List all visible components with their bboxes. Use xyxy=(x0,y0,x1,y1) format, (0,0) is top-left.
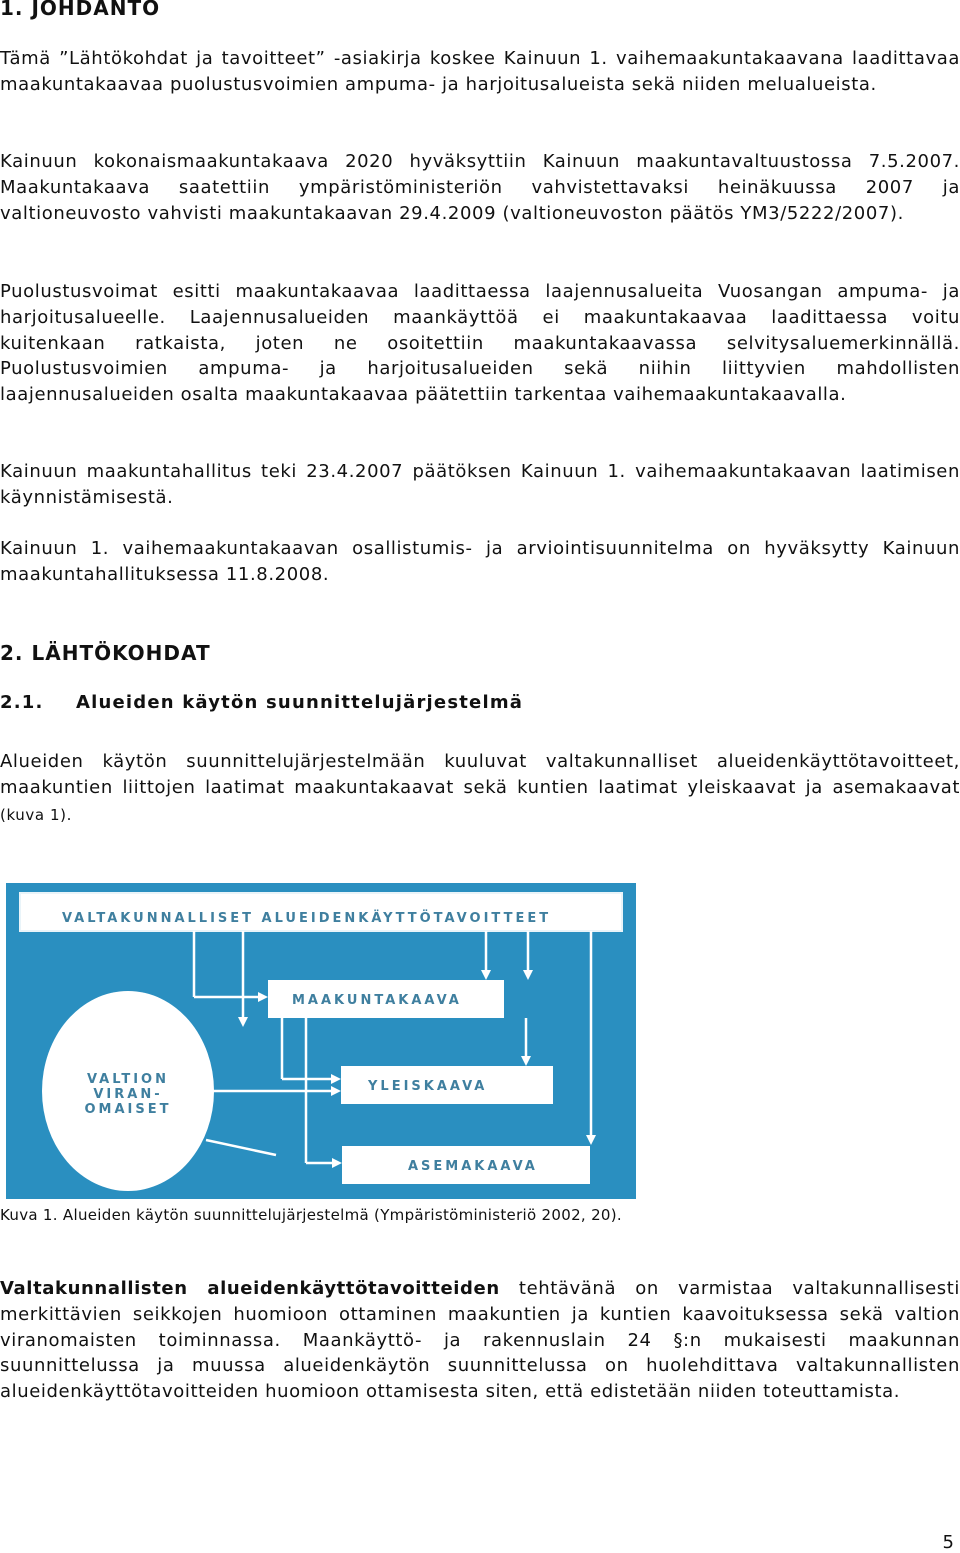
diagram-label-yleiskaava: YLEISKAAVA xyxy=(368,1079,488,1094)
diagram-label-top: VALTAKUNNALLISET ALUEIDENKÄYTTÖTAVOITTEET xyxy=(62,911,552,926)
paragraph: Kainuun kokonaismaakuntakaava 2020 hyväksyttiin Kainuun maakuntavaltuustossa 7.5.2007. Maakuntakaava saatettiin ympäristöministeriön vahvistettavaksi heinäkuussa 2007 ja valtioneuvosto vahvisti maakuntakaavan 29.4.2009 (valtioneuvoston päätös YM3/5222/2007). xyxy=(0,151,960,224)
figure-reference: (kuva 1). xyxy=(0,805,72,824)
paragraph: Puolustusvoimat esitti maakuntakaavaa laadittaessa laajennusalueita Vuosangan ampuma- ja harjoitusalueelle. Laajennusalueiden maankäyttöä ei maakuntakaavaa laadittaessa voitu kuitenkaan ratkaista, joten ne osoitettiin maakuntakaavassa selvitysaluemerkinnällä. Puolustusvoimien ampuma- ja harjoitusalueiden sekä niihin liittyvien mahdollisten laajennusalueiden osalta maakuntakaavaa päätettiin tarkentaa vaihemaakuntakaavalla. xyxy=(0,281,960,406)
subsection-title: Alueiden käytön suunnittelujärjestelmä xyxy=(76,692,524,713)
paragraph xyxy=(0,1276,960,1405)
paragraph xyxy=(0,749,960,828)
section-heading-lahtokohdat: 2. LÄHTÖKOHDAT xyxy=(0,641,211,665)
paragraph: Kainuun maakuntahallitus teki 23.4.2007 päätöksen Kainuun 1. vaihemaakuntakaavan laatimisen käynnistämisestä. xyxy=(0,461,960,508)
diagram-label-asemakaava: ASEMAKAAVA xyxy=(408,1159,538,1174)
planning-system-diagram xyxy=(6,883,636,1199)
paragraph-text: Alueiden käytön suunnittelujärjestelmään kuuluvat valtakunnalliset alueidenkäyttötavoitteet, maakuntien liittojen laatimat maakuntakaavat sekä kuntien laatimat yleiskaavat ja asemakaavat xyxy=(0,751,960,798)
subsection-number: 2.1. xyxy=(0,692,44,713)
diagram-circle-label-2: VIRAN- xyxy=(93,1087,163,1102)
section-heading-johdanto: 1. JOHDANTO xyxy=(0,0,161,20)
diagram-circle-label-1: VALTION xyxy=(86,1072,170,1087)
diagram-label-maakuntakaava: MAAKUNTAKAAVA xyxy=(292,993,462,1008)
paragraph: Kainuun 1. vaihemaakuntakaavan osallistumis- ja arviointisuunnitelma on hyväksytty Kainuun maakuntahallituksessa 11.8.2008. xyxy=(0,538,960,585)
bold-term: Valtakunnallisten alueidenkäyttötavoitteiden xyxy=(0,1278,500,1299)
subsection-heading xyxy=(0,692,523,713)
paragraph: Tämä ”Lähtökohdat ja tavoitteet” -asiakirja koskee Kainuun 1. vaihemaakuntakaavana laadittavaa maakuntakaavaa puolustusvoimien ampuma- ja harjoitusalueista sekä niiden melualueista. xyxy=(0,48,960,95)
paragraph-text: tehtävänä on varmistaa valtakunnallisesti merkittävien seikkojen huomioon ottaminen maakuntien ja kuntien kaavoituksessa sekä valtion viranomaisten toiminnassa. Maankäyttö- ja rakennuslain 24 §:n mukaisesti maakunnan suunnittelussa ja muussa alueidenkäytön suunnittelussa on huolehdittava valtakunnallisten alueidenkäyttötavoitteiden huomioon ottamisesta siten, että edistetään niiden toteuttamista. xyxy=(0,1278,960,1403)
figure-caption: Kuva 1. Alueiden käytön suunnittelujärjestelmä (Ympäristöministeriö 2002, 20). xyxy=(0,1206,622,1224)
diagram-circle-label-3: OMAISET xyxy=(84,1102,172,1117)
page-number: 5 xyxy=(942,1532,954,1553)
